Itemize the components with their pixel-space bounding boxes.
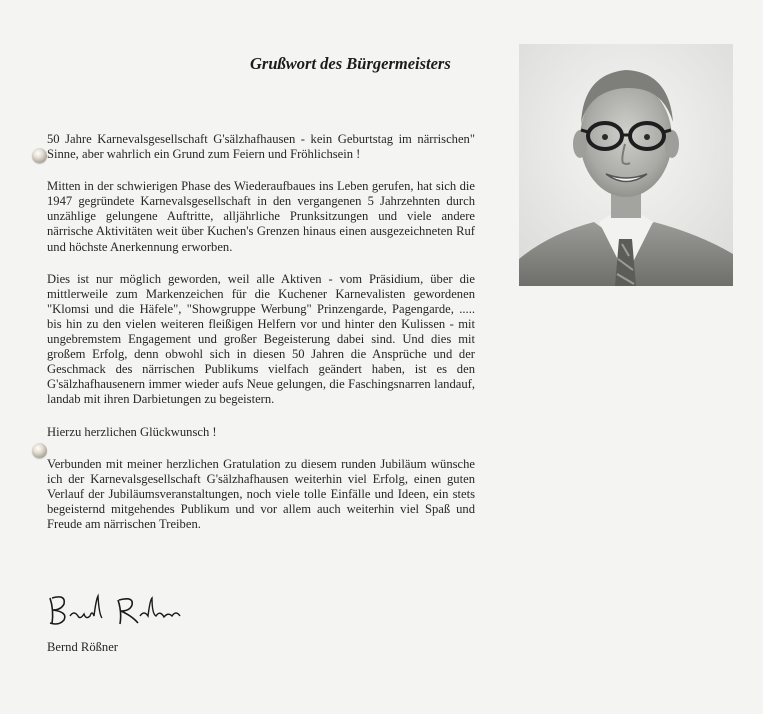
signature-graphic <box>44 590 194 630</box>
handwritten-signature <box>44 590 194 630</box>
paragraph-2: Mitten in der schwierigen Phase des Wiederaufbaues ins Leben gerufen, hat sich die 1947 gegründete Karnevalsgesellschaft in den vergangenen 5 Jahrzehnten durch unzählige gelungene Auftritte, alljährliche Prunksitzungen und viele andere närrische Aktivitäten weit über Kuchen's Grenzen hinaus einen ausgezeichneten Ruf und höchste Anerkennung erworben. <box>47 179 475 254</box>
paragraph-5: Verbunden mit meiner herzlichen Gratulation zu diesem runden Jubiläum wünsche ich der Karnevalsgesellschaft G'sälzhafhausen weiterhin viel Erfolg, einen guten Verlauf der Jubiläumsveranstaltungen, noch viele tolle Einfälle und Ideen, ein stets begeisternd mitgehendes Publikum und vor allem auch weiterhin viel Spaß und Freude am närrischen Treiben. <box>47 456 475 531</box>
letter-body <box>47 132 475 549</box>
mayor-portrait <box>519 44 733 286</box>
signer-name: Bernd Rößner <box>47 640 118 654</box>
page-title: Grußwort des Bürgermeisters <box>250 54 451 73</box>
portrait-photo <box>519 44 733 286</box>
paragraph-4: Hierzu herzlichen Glückwunsch ! <box>47 424 217 439</box>
punch-hole-bottom <box>32 443 47 458</box>
paragraph-3: Dies ist nur möglich geworden, weil alle Aktiven - vom Präsidium, über die mittlerweile zum Markenzeichen für die Kuchener Karnevalisten gewordenen "Klomsi und die Häfele", "Showgruppe Werbung" Prinzengarde, Pagengarde, ..... bis hin zu den vielen weiteren fleißigen Helfern vor und hinter den Kulissen - mit ungebremstem Engagement und großer Begeisterung dabei sind. Und dies mit großem Erfolg, denn obwohl sich in diesen 50 Jahren die Ansprüche und der Geschmack des närrischen Publikums vielfach geändert haben, ist es den G'sälzhafhausenern immer wieder aufs Neue gelungen, die Faschingsnarren landauf, landab mit ihren Darbietungen zu begeistern. <box>47 271 475 407</box>
paragraph-1: 50 Jahre Karnevalsgesellschaft G'sälzhafhausen - kein Geburtstag im närrischen" Sinne, aber wahrlich ein Grund zum Feiern und Fröhlichsein ! <box>47 132 475 162</box>
punch-hole-top <box>32 148 47 163</box>
